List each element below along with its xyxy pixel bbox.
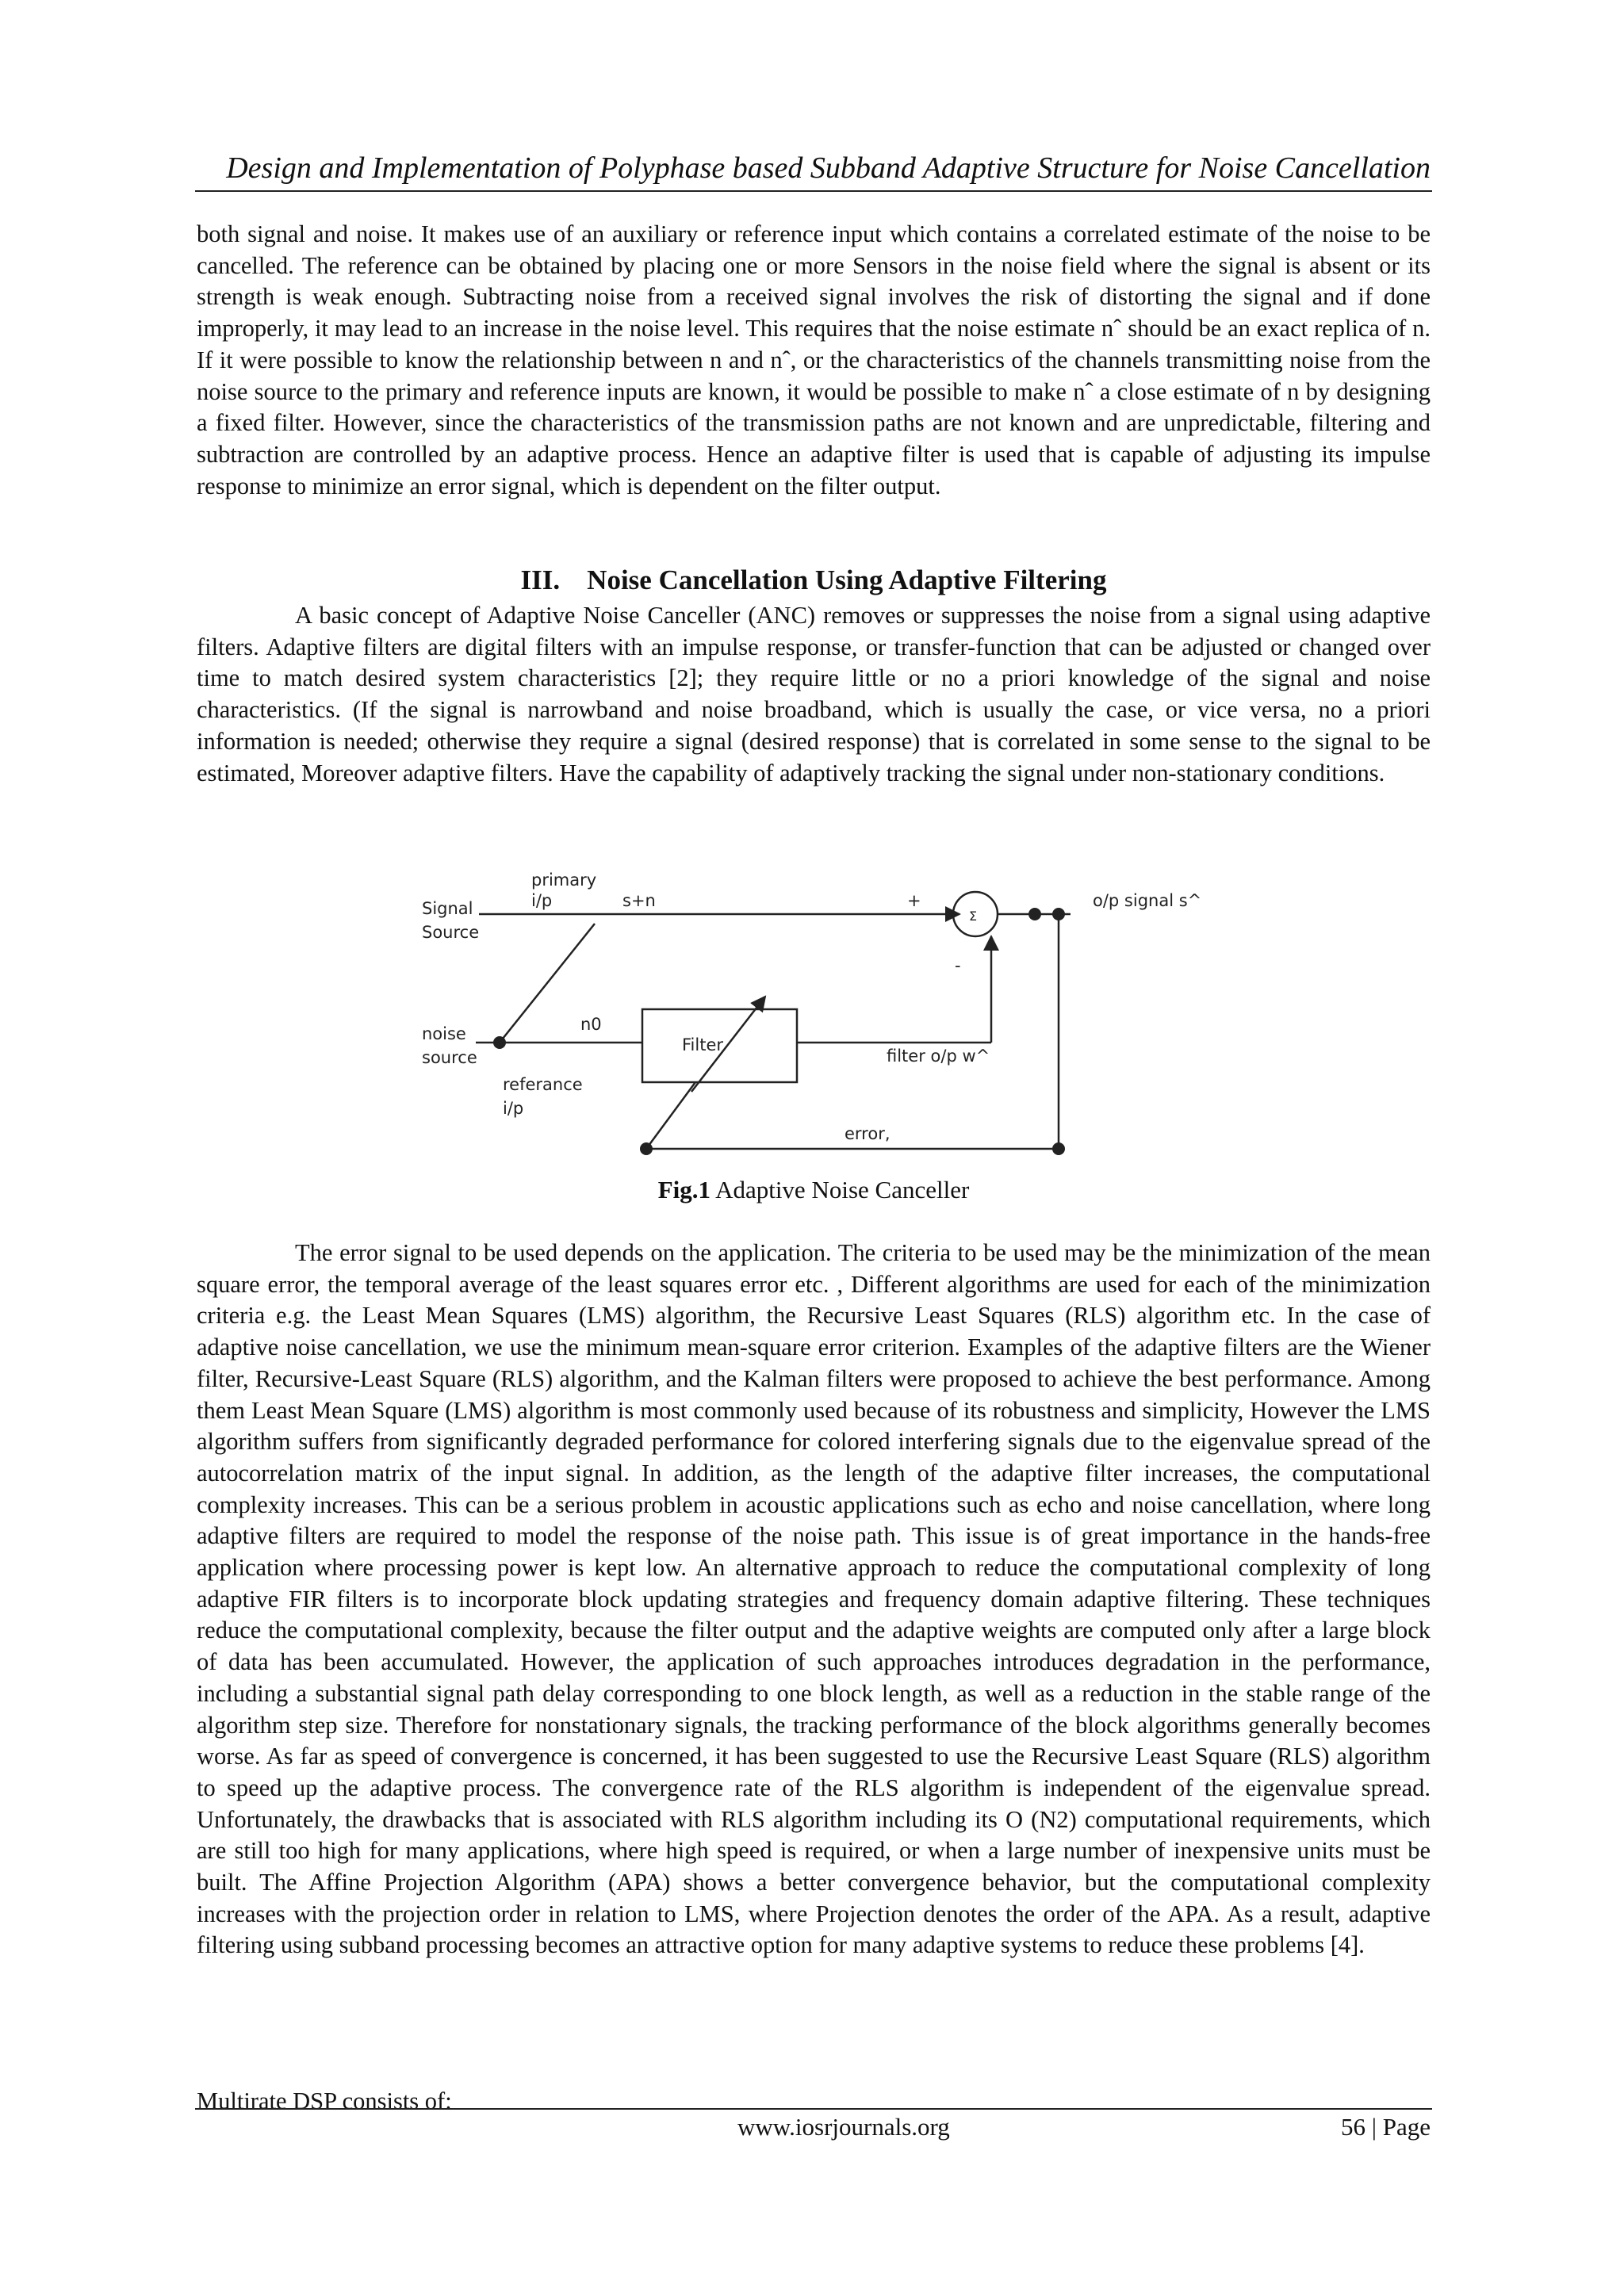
noise-node <box>493 1036 506 1049</box>
label-primary: primary <box>531 871 597 890</box>
section-heading <box>197 564 1431 596</box>
label-filter-output: filter o/p w^ <box>887 1047 990 1066</box>
label-filter: Filter <box>682 1035 724 1054</box>
label-minus: - <box>955 956 961 975</box>
footer-rule <box>195 2108 1432 2110</box>
paragraph-3: The error signal to be used depends on the application. The criteria to be used may be the minimization of the mean square error, the temporal average of the least squares error etc. , Different algorithms are used for each of the minimization criteria e.g. the Least Mean Squares (LMS) algorithm, the Recursive Least Squares (RLS) algorithm etc. In the case of adaptive noise cancellation, we use the minimum mean-square error criterion. Examples of the adaptive filters are the Wiener filter, Recursive-Least Square (RLS) algorithm, and the Kalman filters were proposed to achieve the best performance. Among them Least Mean Square (LMS) algorithm is most commonly used because of its robustness and simplicity, However the LMS algorithm suffers from significantly degraded performance for colored interfering signals due to the eigenvalue spread of the autocorrelation matrix of the input signal. In addition, as the length of the adaptive filter increases, the computational complexity increases. This can be a serious problem in acoustic applications such as echo and noise cancellation, where long adaptive filters are required to model the response of the noise path. This issue is of great importance in the hands-free application where processing power is kept low. An alternative approach to reduce the computational complexity of long adaptive FIR filters is to incorporate block updating strategies and frequency domain adaptive filtering. These techniques reduce the computational complexity, because the filter output and the adaptive weights are computed only after a large block of data has been accumulated. However, the application of such approaches introduces degradation in the performance, including a substantial signal path delay corresponding to one block length, as well as a reduction in the stable range of the algorithm step size. Therefore for nonstationary signals, the tracking performance of the block algorithms generally becomes worse. As far as speed of convergence is concerned, it has been suggested to use the Recursive Least Square (RLS) algorithm to speed up the adaptive process. The convergence rate of the RLS algorithm is independent of the eigenvalue spread. Unfortunately, the drawbacks that is associated with RLS algorithm including its O (N2) computational requirements, which are still too high for many applications, where high speed is required, or when a large number of inexpensive units must be built. The Affine Projection Algorithm (APA) shows a better convergence behavior, but the computational complexity increases with the projection order in relation to LMS, where Projection denotes the order of the APA. As a result, adaptive filtering using subband processing becomes an attractive option for many adaptive systems to reduce these problems [4]. <box>197 1239 1431 1959</box>
adaptation-node <box>640 1142 653 1155</box>
caption-text: Adaptive Noise Canceller <box>715 1176 970 1203</box>
running-header: Design and Implementation of Polyphase based Subband Adaptive Structure for Noise Cancellation <box>226 151 1431 185</box>
label-primary-ip: i/p <box>531 891 553 910</box>
figure-caption <box>197 1176 1431 1204</box>
footer-website: www.iosrjournals.org <box>737 2113 950 2141</box>
label-plus: + <box>907 891 921 910</box>
paragraph-1: both signal and noise. It makes use of an auxiliary or reference input which contains a correlated estimate of the noise to be cancelled. The reference can be obtained by placing one or more Sensors in the noise field where the signal is absent or its strength is weak enough. Subtracting noise from a received signal involves the risk of distorting the signal and if done improperly, it may lead to an increase in the noise level. This requires that the noise estimate nˆ should be an exact replica of n. If it were possible to know the relationship between n and nˆ, or the characteristics of the channels transmitting noise from the noise source to the primary and reference inputs are known, it would be possible to make nˆ a close estimate of n by designing a fixed filter. However, since the characteristics of the transmission paths are not known and are unpredictable, filtering and subtraction are controlled by an adaptive process. Hence an adaptive filter is used that is capable of adjusting its impulse response to minimize an error signal, which is dependent on the filter output. <box>197 220 1431 499</box>
label-output: o/p signal s^ <box>1093 891 1202 910</box>
label-noise-source: source <box>422 1048 477 1067</box>
output-node-1 <box>1028 908 1041 920</box>
label-reference-ip: i/p <box>503 1099 524 1118</box>
label-reference: referance <box>503 1075 583 1094</box>
anc-block-diagram <box>412 860 1221 1161</box>
adaptation-diagonal <box>646 1082 695 1149</box>
header-rule <box>195 190 1432 192</box>
label-signal: Signal <box>422 899 473 918</box>
label-sigma: Σ <box>969 909 978 924</box>
error-node <box>1052 1142 1065 1155</box>
paragraph-2: A basic concept of Adaptive Noise Canceller (ANC) removes or suppresses the noise from a signal using adaptive filters. Adaptive filters are digital filters with an impulse response, or transfer-function that can be adjusted or changed over time to match desired system characteristics [2]; they require little or no a priori knowledge of the signal and noise characteristics. (If the signal is narrowband and noise broadband, which is usually the case, or vice versa, no a priori information is needed; otherwise they require a signal (desired response) that is correlated in some sense to the signal to be estimated, Moreover adaptive filters. Have the capability of adaptively tracking the signal under non-stationary conditions. <box>197 602 1431 786</box>
paragraph-4: Multirate DSP consists of: <box>197 2087 452 2114</box>
section-number: III. <box>520 564 561 595</box>
label-noise: noise <box>422 1024 466 1043</box>
label-n0: n0 <box>580 1015 602 1034</box>
output-node-2 <box>1052 908 1065 920</box>
label-signal-source: Source <box>422 923 480 942</box>
footer-page-number: 56 | Page <box>1341 2113 1431 2141</box>
section-title: Noise Cancellation Using Adaptive Filtering <box>587 564 1107 595</box>
label-error: error, <box>845 1124 891 1143</box>
label-s-plus-n: s+n <box>622 891 656 910</box>
caption-label: Fig.1 <box>657 1176 711 1203</box>
